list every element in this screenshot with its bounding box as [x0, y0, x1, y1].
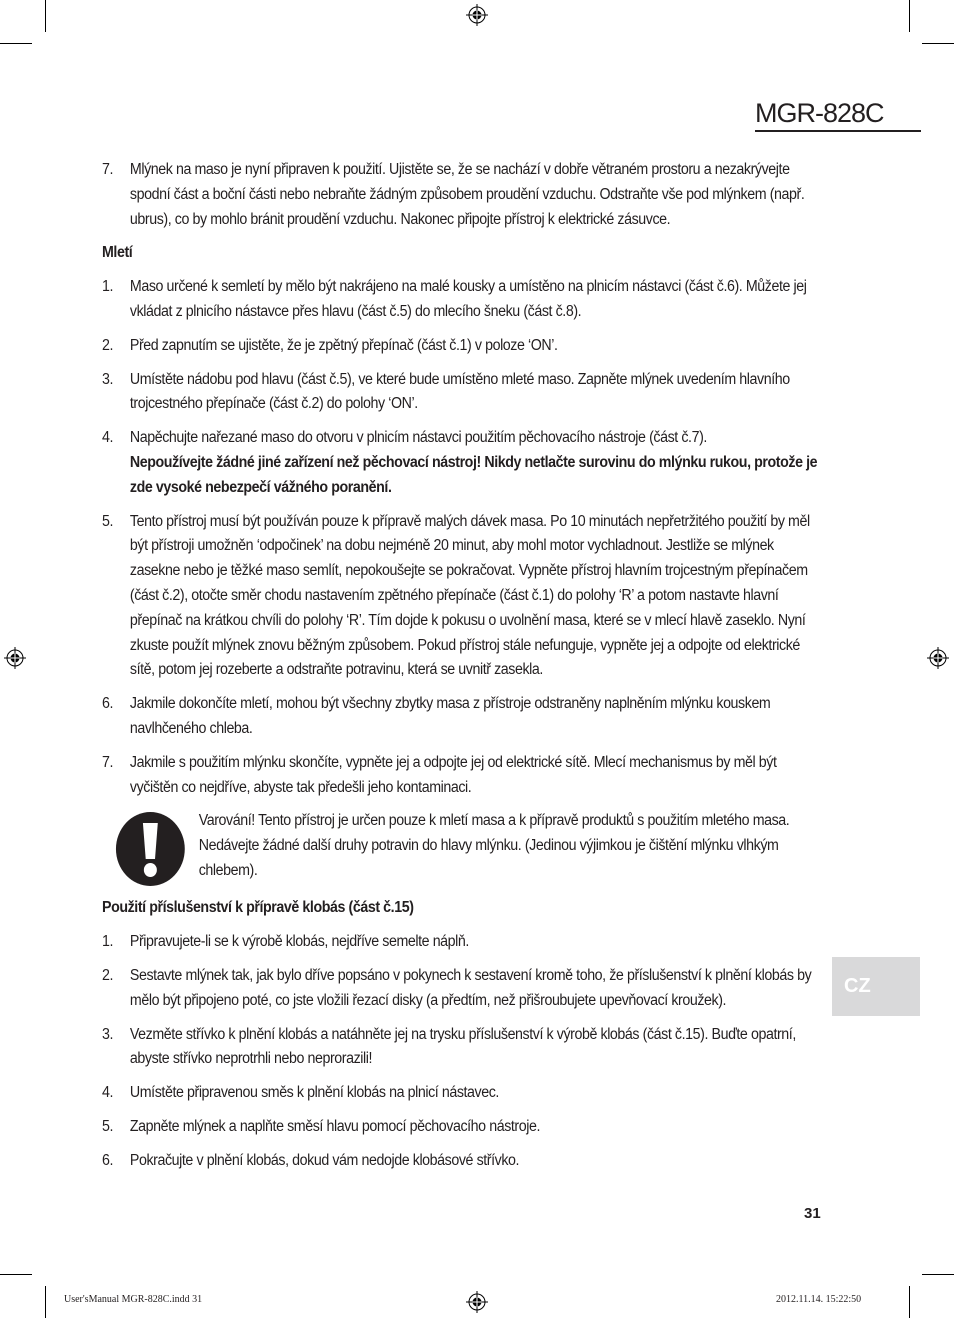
list-item [102, 1149, 826, 1174]
registration-mark-icon [4, 647, 26, 669]
item-number: 3. [102, 1025, 114, 1043]
item-text: Pokračujte v plnění klobás, dokud vám nedojde klobásové střívko. [129, 1151, 520, 1169]
item-text: Před zapnutím se ujistěte, že je zpětný přepínač (část č.1) v poloze ‘ON’. [129, 336, 558, 354]
page-content [102, 158, 826, 1183]
crop-mark [922, 43, 954, 44]
crop-mark [0, 43, 32, 44]
crop-mark [909, 1286, 910, 1318]
list-item [102, 158, 826, 232]
crop-mark [0, 1274, 32, 1275]
crop-mark [922, 1274, 954, 1275]
item-number: 2. [102, 336, 114, 354]
list-item [102, 368, 826, 418]
item-warning-text: Nepoužívejte žádné jiné zařízení než pěchovací nástroj! Nikdy netlačte surovinu do mlýnku rukou, protože je zde vysoké nebezpečí vážného poranění. [129, 453, 818, 496]
item-text: Zapněte mlýnek a naplňte směsí hlavu pomocí pěchovacího nástroje. [129, 1117, 541, 1135]
registration-mark-icon [466, 4, 488, 26]
list-item [102, 426, 826, 500]
model-title: MGR-828C [755, 96, 921, 132]
list-item [102, 930, 826, 955]
exclamation-icon [102, 809, 199, 887]
item-number: 4. [102, 1084, 114, 1102]
list-item [102, 751, 826, 801]
list-item [102, 275, 826, 325]
item-text: Napěchujte nařezané maso do otvoru v plnicím nástavci použitím pěchovacího nástroje (část č.7). [129, 429, 707, 447]
item-number: 5. [102, 512, 114, 530]
item-number: 1. [102, 278, 114, 296]
item-number: 3. [102, 370, 114, 388]
list-item [102, 964, 826, 1014]
item-text: Jakmile dokončíte mletí, mohou být všechny zbytky masa z přístroje odstraněny naplněním mlýnku kouskem navlhčeného chleba. [129, 695, 771, 737]
registration-mark-icon [927, 647, 949, 669]
item-number: 6. [102, 695, 114, 713]
item-number: 7. [102, 753, 114, 771]
item-text: Umístěte připravenou směs k plnění klobás na plnicí nástavec. [129, 1084, 499, 1102]
item-text: Umístěte nádobu pod hlavu (část č.5), ve které bude umístěno mleté maso. Zapněte mlýnek uvedením hlavního trojcestného přepínače (část č.2) do polohy ‘ON’. [129, 370, 790, 413]
item-number: 1. [102, 933, 114, 951]
registration-mark-icon [466, 1291, 488, 1313]
item-text: Mlýnek na maso je nyní připraven k použití. Ujistěte se, že se nachází v dobře větraném prostoru a nezakrývejte spodní část a boční části nebo nebraňte žádným způsobem proudění vzduchu. Odstraňte vše pod mlýnkem (např. ubrus), co by mohlo bránit proudění vzduchu. Nakonec připojte přístroj k elektrické zásuvce. [129, 161, 805, 228]
item-number: 4. [102, 429, 114, 447]
item-text: Vezměte střívko k plnění klobás a natáhněte jej na trysku příslušenství k výrobě klobás (část č.15). Buďte opatrní, abyste střívko neprotrhli nebo neprorazili! [129, 1025, 796, 1068]
item-text: Tento přístroj musí být používán pouze k přípravě malých dávek masa. Po 10 minutách nepřetržitého použití by měl být přístroji umožněn ‘odpočinek’ na dobu nejméně 20 minut, aby mohl motor vychladnout. Jestliže se mlýnek zasekne nebo je těžké maso semlít, nepokoušejte se pokračovat. Vypněte přístroj hlavním trojcestným přepínačem (část č.2), otočte směr chodu nastavením zpětného přepínače (část č.1) do polohy ‘R’ a potom nastavte hlavní přepínač na krátkou chvíli do polohy ‘R’. Tím dojde k pokusu o uvolnění masa, které se v mlecí hlavě zaseklo. Nyní zkuste použít mlýnek znovu běžným způsobem. Pokud přístroj stále nefunguje, vypněte jej a odpojte od elektrické sítě, potom jej rozeberte a odstraňte potravinu, která se uvnitř zasekla. [129, 512, 810, 679]
item-number: 6. [102, 1151, 114, 1169]
item-number: 5. [102, 1117, 114, 1135]
section-heading-grinding: Mletí [102, 244, 133, 262]
item-body [130, 426, 826, 500]
warning-box [102, 809, 826, 887]
footer-file-info: User'sManual MGR-828C.indd 31 [64, 1294, 203, 1305]
warning-text: Varování! Tento přístroj je určen pouze k mletí masa a k přípravě produktů s použitím mletého masa. Nedávejte žádné další druhy potravin do hlavy mlýnku. (Jedinou výjimkou je čištění mlýnku vlhkým chlebem). [198, 812, 790, 879]
list-item [102, 510, 826, 684]
language-tab: CZ [832, 957, 920, 1016]
list-item [102, 1023, 826, 1073]
item-text: Připravujete-li se k výrobě klobás, nejdříve semelte náplň. [129, 933, 469, 951]
list-item [102, 1115, 826, 1140]
item-number: 7. [102, 161, 114, 178]
item-text: Jakmile s použitím mlýnku skončíte, vypněte jej a odpojte jej od elektrické sítě. Mlecí mechanismus by měl být vyčištěn co nejdříve, abyste tak předešli jeho kontaminaci. [129, 753, 777, 796]
crop-mark [909, 0, 910, 32]
footer-timestamp: 2012.11.14. 15:22:50 [776, 1294, 862, 1305]
list-item [102, 334, 826, 359]
item-text: Sestavte mlýnek tak, jak bylo dříve popsáno v pokynech k sestavení kromě toho, že příslušenství k plnění klobás by mělo být připojeno poté, co jste vložili řezací disky (a předtím, než přišroubujete upevňovací kroužek). [129, 966, 812, 1009]
item-number: 2. [102, 966, 114, 984]
crop-mark [45, 1286, 46, 1318]
list-item [102, 692, 826, 742]
item-text: Maso určené k semletí by mělo být nakrájeno na malé kousky a umístěno na plnicím nástavci (část č.6). Můžete jej vkládat z plnicího nástavce přes hlavu (část č.5) do mlecího šneku (část č.8). [129, 278, 807, 320]
page-number: 31 [804, 1205, 821, 1222]
list-item [102, 1081, 826, 1106]
crop-mark [45, 0, 46, 32]
section-heading-sausage: Použití příslušenství k přípravě klobás (část č.15) [102, 899, 414, 917]
